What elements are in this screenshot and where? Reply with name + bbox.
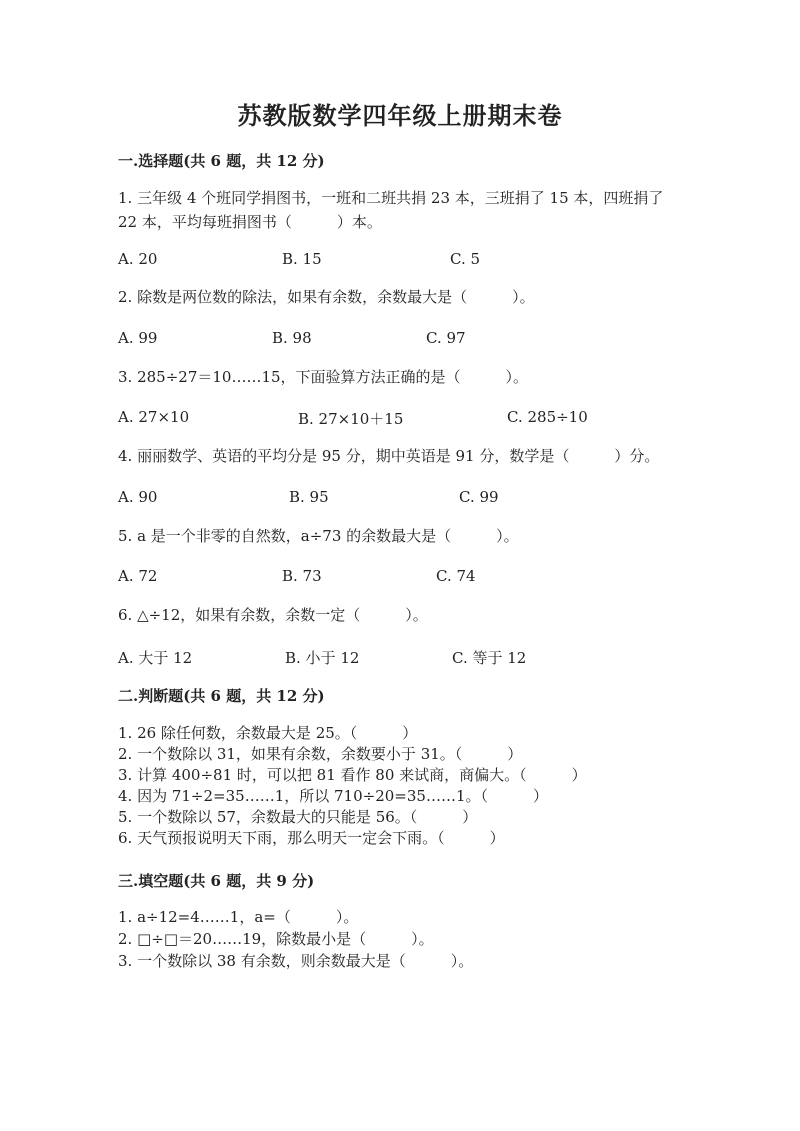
option-b: B. 95	[289, 488, 329, 506]
option-c: C. 99	[459, 488, 499, 506]
option-c: C. 5	[450, 250, 481, 268]
section-heading-fill: 三.填空题(共 6 题，共 9 分)	[118, 872, 315, 890]
judgement-item: 6. 天气预报说明天下雨，那么明天一定会下雨。（ ）	[118, 829, 505, 847]
section-heading-choice: 一.选择题(共 6 题，共 12 分)	[118, 152, 325, 170]
option-a: A. 90	[118, 488, 158, 506]
fill-item: 3. 一个数除以 38 有余数，则余数最大是（ ）。	[118, 952, 474, 970]
judgement-item: 2. 一个数除以 31，如果有余数，余数要小于 31。（ ）	[118, 745, 523, 763]
question-text: 5. a 是一个非零的自然数，a÷73 的余数最大是（ ）。	[118, 527, 519, 545]
question-text: 4. 丽丽数学、英语的平均分是 95 分，期中英语是 91 分，数学是（ ）分。	[118, 447, 660, 465]
option-c: C. 等于 12	[452, 649, 527, 667]
option-b: B. 小于 12	[285, 649, 360, 667]
option-b: B. 98	[272, 329, 312, 347]
option-b: B. 15	[282, 250, 322, 268]
option-a: A. 99	[118, 329, 158, 347]
judgement-item: 5. 一个数除以 57，余数最大的只能是 56。（ ）	[118, 808, 478, 826]
question-text: 6. △÷12，如果有余数，余数一定（ ）。	[118, 606, 428, 624]
option-a: A. 27×10	[118, 408, 190, 426]
fill-item: 2. □÷□＝20……19，除数最小是（ ）。	[118, 930, 434, 948]
option-a: A. 72	[118, 567, 158, 585]
question-text: 2. 除数是两位数的除法，如果有余数，余数最大是（ ）。	[118, 288, 535, 306]
page-title: 苏教版数学四年级上册期末卷	[237, 101, 563, 130]
option-a: A. 大于 12	[118, 649, 193, 667]
option-b: B. 73	[282, 567, 322, 585]
option-a: A. 20	[118, 250, 158, 268]
fill-item: 1. a÷12=4……1，a=（ ）。	[118, 908, 359, 926]
question-text: 1. 三年级 4 个班同学捐图书，一班和二班共捐 23 本，三班捐了 15 本，四班捐了 22 本，平均每班捐图书（ ）本。	[118, 189, 669, 231]
option-c: C. 74	[436, 567, 476, 585]
option-c: C. 285÷10	[507, 408, 588, 426]
option-b: B. 27×10＋15	[298, 410, 404, 428]
judgement-item: 3. 计算 400÷81 时，可以把 81 看作 80 来试商，商偏大。（ ）	[118, 766, 587, 784]
option-c: C. 97	[426, 329, 466, 347]
judgement-item: 4. 因为 71÷2=35……1，所以 710÷20=35……1。（ ）	[118, 787, 548, 805]
question-text: 3. 285÷27＝10……15，下面验算方法正确的是（ ）。	[118, 368, 529, 386]
section-heading-judgement: 二.判断题(共 6 题，共 12 分)	[118, 687, 325, 705]
judgement-item: 1. 26 除任何数，余数最大是 25。（ ）	[118, 724, 418, 742]
